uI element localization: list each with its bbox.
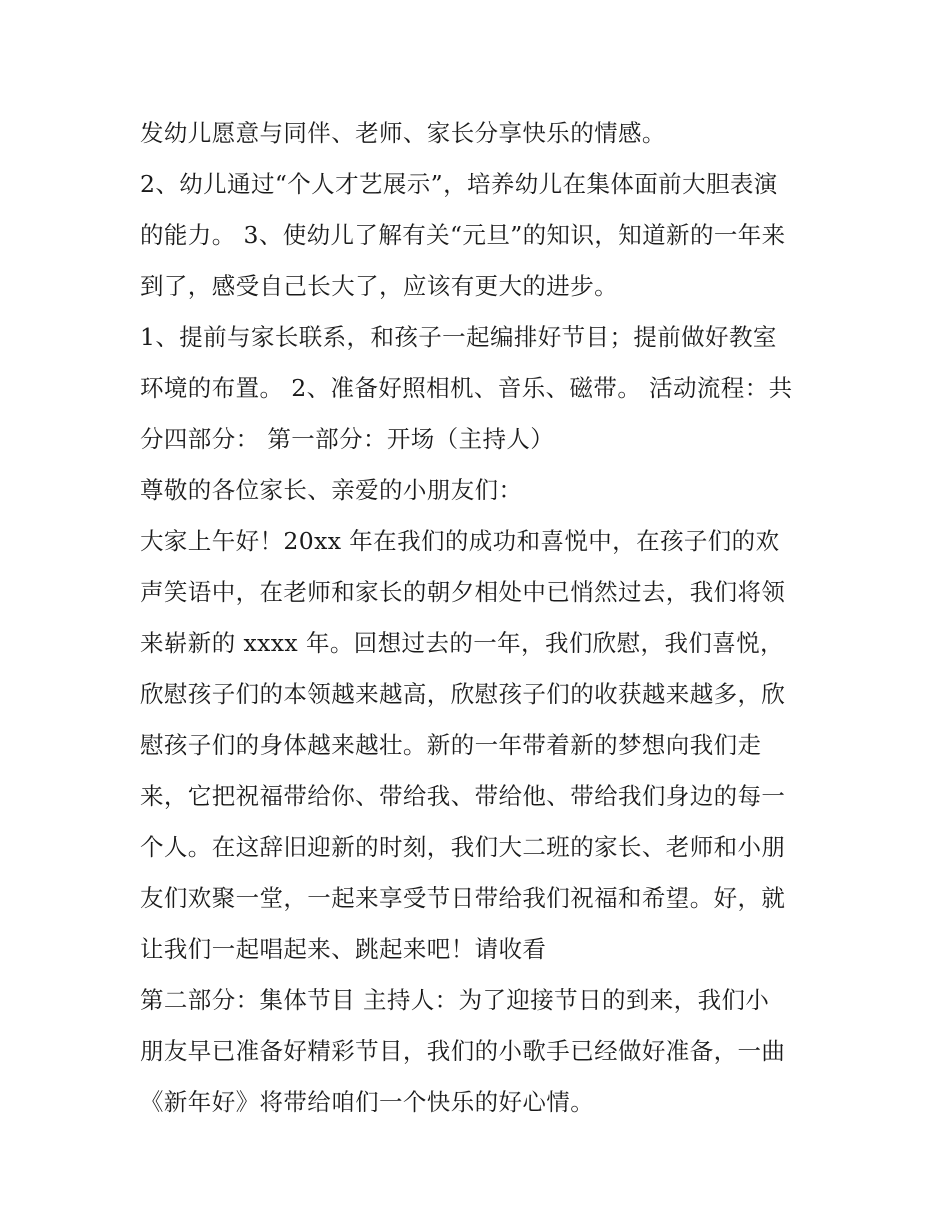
text-line: 慰孩子们的身体越来越壮。新的一年带着新的梦想向我们走 (140, 731, 762, 759)
text-line: 大家上午好！20xx 年在我们的成功和喜悦中，在孩子们的欢 (140, 527, 780, 555)
text-line: 分四部分： 第一部分：开场（主持人） (140, 425, 555, 453)
document-body (140, 108, 820, 1128)
text-line: 欣慰孩子们的本领越来越高，欣慰孩子们的收获越来越多，欣 (140, 680, 786, 708)
text-line: 的能力。 3、使幼儿了解有关“元旦”的知识，知道新的一年来 (140, 221, 786, 249)
text-line: 来崭新的 xxxx 年。回想过去的一年，我们欣慰，我们喜悦， (140, 629, 784, 657)
text-line: 发幼儿愿意与同伴、老师、家长分享快乐的情感。 (140, 119, 666, 147)
text-line: 环境的布置。 2、准备好照相机、音乐、磁带。 活动流程：共 (140, 374, 793, 402)
text-line: 第二部分：集体节目 主持人：为了迎接节日的到来，我们小 (140, 986, 770, 1014)
text-line: 到了，感受自己长大了，应该有更大的进步。 (140, 272, 618, 300)
text-line: 1、提前与家长联系，和孩子一起编排好节目；提前做好教室 (140, 323, 777, 351)
text-line: 2、幼儿通过“个人才艺展示”，培养幼儿在集体面前大胆表演 (140, 170, 778, 198)
text-line: 朋友早已准备好精彩节目，我们的小歌手已经做好准备，一曲 (140, 1037, 786, 1065)
text-line: 个人。在这辞旧迎新的时刻，我们大二班的家长、老师和小朋 (140, 833, 786, 861)
text-line: 来，它把祝福带给你、带给我、带给他、带给我们身边的每一 (140, 782, 786, 810)
text-line: 《新年好》将带给咱们一个快乐的好心情。 (140, 1088, 595, 1116)
text-line: 友们欢聚一堂，一起来享受节日带给我们祝福和希望。好，就 (140, 884, 786, 912)
text-line: 声笑语中，在老师和家长的朝夕相处中已悄然过去，我们将领 (140, 578, 786, 606)
text-line: 让我们一起唱起来、跳起来吧！请收看 (140, 935, 547, 963)
text-line: 尊敬的各位家长、亲爱的小朋友们： (140, 476, 523, 504)
